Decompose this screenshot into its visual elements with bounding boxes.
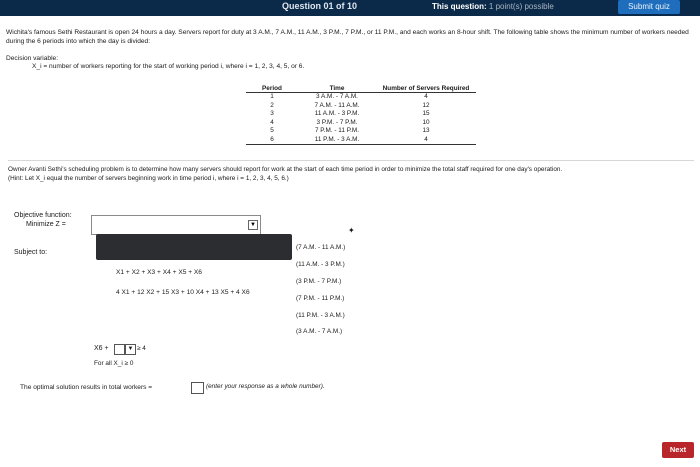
header-servers-required: Number of Servers Required bbox=[376, 85, 476, 93]
table-cell: 12 bbox=[422, 101, 430, 109]
table-cell: 5 bbox=[270, 127, 274, 134]
constraint-rhs: (11 A.M. - 3 P.M.) bbox=[296, 261, 345, 268]
table-cell: 3 P.M. - 7 P.M. bbox=[316, 118, 358, 126]
constraint-rhs: (7 P.M. - 11 P.M.) bbox=[296, 295, 345, 302]
table-cell: 6 bbox=[246, 136, 298, 145]
header-period: Period bbox=[246, 85, 298, 93]
table-row bbox=[246, 119, 476, 128]
table-cell: 11 A.M. - 3 P.M. bbox=[314, 110, 360, 117]
table-cell: 4 bbox=[270, 118, 274, 126]
minimize-label: Minimize Z = bbox=[26, 221, 66, 228]
table-row bbox=[246, 93, 476, 102]
task-statement: Owner Avanti Sethi's scheduling problem is to determine how many servers should report for work at the start of each time period in order to minimize the total staff required for one day's operation. bbox=[8, 166, 563, 173]
objective-function-dropdown[interactable] bbox=[91, 215, 261, 235]
table-cell: 1 bbox=[270, 93, 274, 100]
table-cell: 15 bbox=[422, 110, 430, 117]
answer-instructions: (enter your response as a whole number). bbox=[206, 383, 325, 390]
table-cell: 7 A.M. - 11 A.M. bbox=[314, 101, 360, 109]
problem-intro: Wichita's famous Sethi Restaurant is open 24 hours a day. Servers report for duty at 3 A.M., 7 A.M., 11 A.M., 3 P.M., 7 P.M., or 11 P.M., and each works an 8-hour shift. The following table shows the minimum number of workers needed during the 6 periods into which the day is divided: bbox=[6, 29, 689, 45]
table-row bbox=[246, 102, 476, 111]
last-constraint-lhs: X6 + bbox=[94, 345, 109, 352]
last-constraint-rhs: ≥ 4 bbox=[137, 345, 146, 352]
servers-table bbox=[246, 85, 476, 145]
inequality-dropdown[interactable]: ▼ bbox=[125, 344, 136, 355]
header-time: Time bbox=[298, 85, 376, 93]
objective-label: Objective function: bbox=[14, 212, 72, 219]
table-row bbox=[246, 110, 476, 119]
table-cell: 4 bbox=[424, 93, 428, 100]
table-row bbox=[246, 127, 476, 136]
next-button[interactable]: Next bbox=[662, 442, 694, 458]
table-cell: 3 A.M. - 7 A.M. bbox=[316, 93, 358, 100]
subject-to-label: Subject to: bbox=[14, 249, 48, 256]
table-cell: 10 bbox=[422, 118, 430, 126]
answer-prompt: The optimal solution results in total workers = bbox=[20, 384, 153, 391]
dropdown-option[interactable]: 4 X1 + 12 X2 + 15 X3 + 10 X4 + 13 X5 + 4 X6 bbox=[116, 289, 250, 296]
points-text: 1 point(s) possible bbox=[488, 2, 554, 11]
quiz-title: Question 01 of 10 bbox=[282, 1, 358, 11]
table-cell: 13 bbox=[422, 127, 430, 134]
constraint-dropdown-open[interactable] bbox=[96, 234, 292, 260]
dropdown-option[interactable]: X1 + X2 + X3 + X4 + X5 + X6 bbox=[116, 269, 202, 276]
table-row bbox=[246, 136, 476, 145]
constraint-rhs: (7 A.M. - 11 A.M.) bbox=[296, 244, 346, 251]
coefficient-input[interactable] bbox=[114, 344, 125, 355]
table-cell: 2 bbox=[270, 101, 274, 109]
hint-text: (Hint: Let X_i equal the number of servers beginning work in time period i, where i = 1, 2, 3, 4, 5, 6.) bbox=[8, 175, 289, 182]
constraint-rhs: (3 A.M. - 7 A.M.) bbox=[296, 328, 343, 335]
question-label: This question: bbox=[432, 2, 487, 11]
divider bbox=[8, 160, 694, 161]
nonnegativity-constraint: For all X_i ≥ 0 bbox=[94, 360, 134, 367]
cursor-icon: ✦ bbox=[348, 226, 355, 235]
question-info bbox=[432, 2, 554, 11]
table-cell: 11 P.M. - 3 A.M. bbox=[298, 136, 376, 145]
table-cell: 4 bbox=[376, 136, 476, 145]
total-workers-input[interactable] bbox=[191, 382, 204, 394]
constraint-rhs: (11 P.M. - 3 A.M.) bbox=[296, 312, 345, 319]
top-bar bbox=[0, 0, 700, 16]
constraint-rhs: (3 P.M. - 7 P.M.) bbox=[296, 278, 342, 285]
table-cell: 3 bbox=[270, 110, 274, 117]
decision-variable-label: Decision variable: bbox=[6, 55, 59, 62]
chevron-down-icon[interactable]: ▼ bbox=[248, 220, 258, 230]
decision-variable-definition: X_i = number of workers reporting for the start of working period i, where i = 1, 2, 3, 4, 5, or 6. bbox=[32, 63, 305, 70]
table-cell: 7 P.M. - 11 P.M. bbox=[314, 127, 360, 134]
submit-quiz-button[interactable]: Submit quiz bbox=[618, 0, 680, 14]
